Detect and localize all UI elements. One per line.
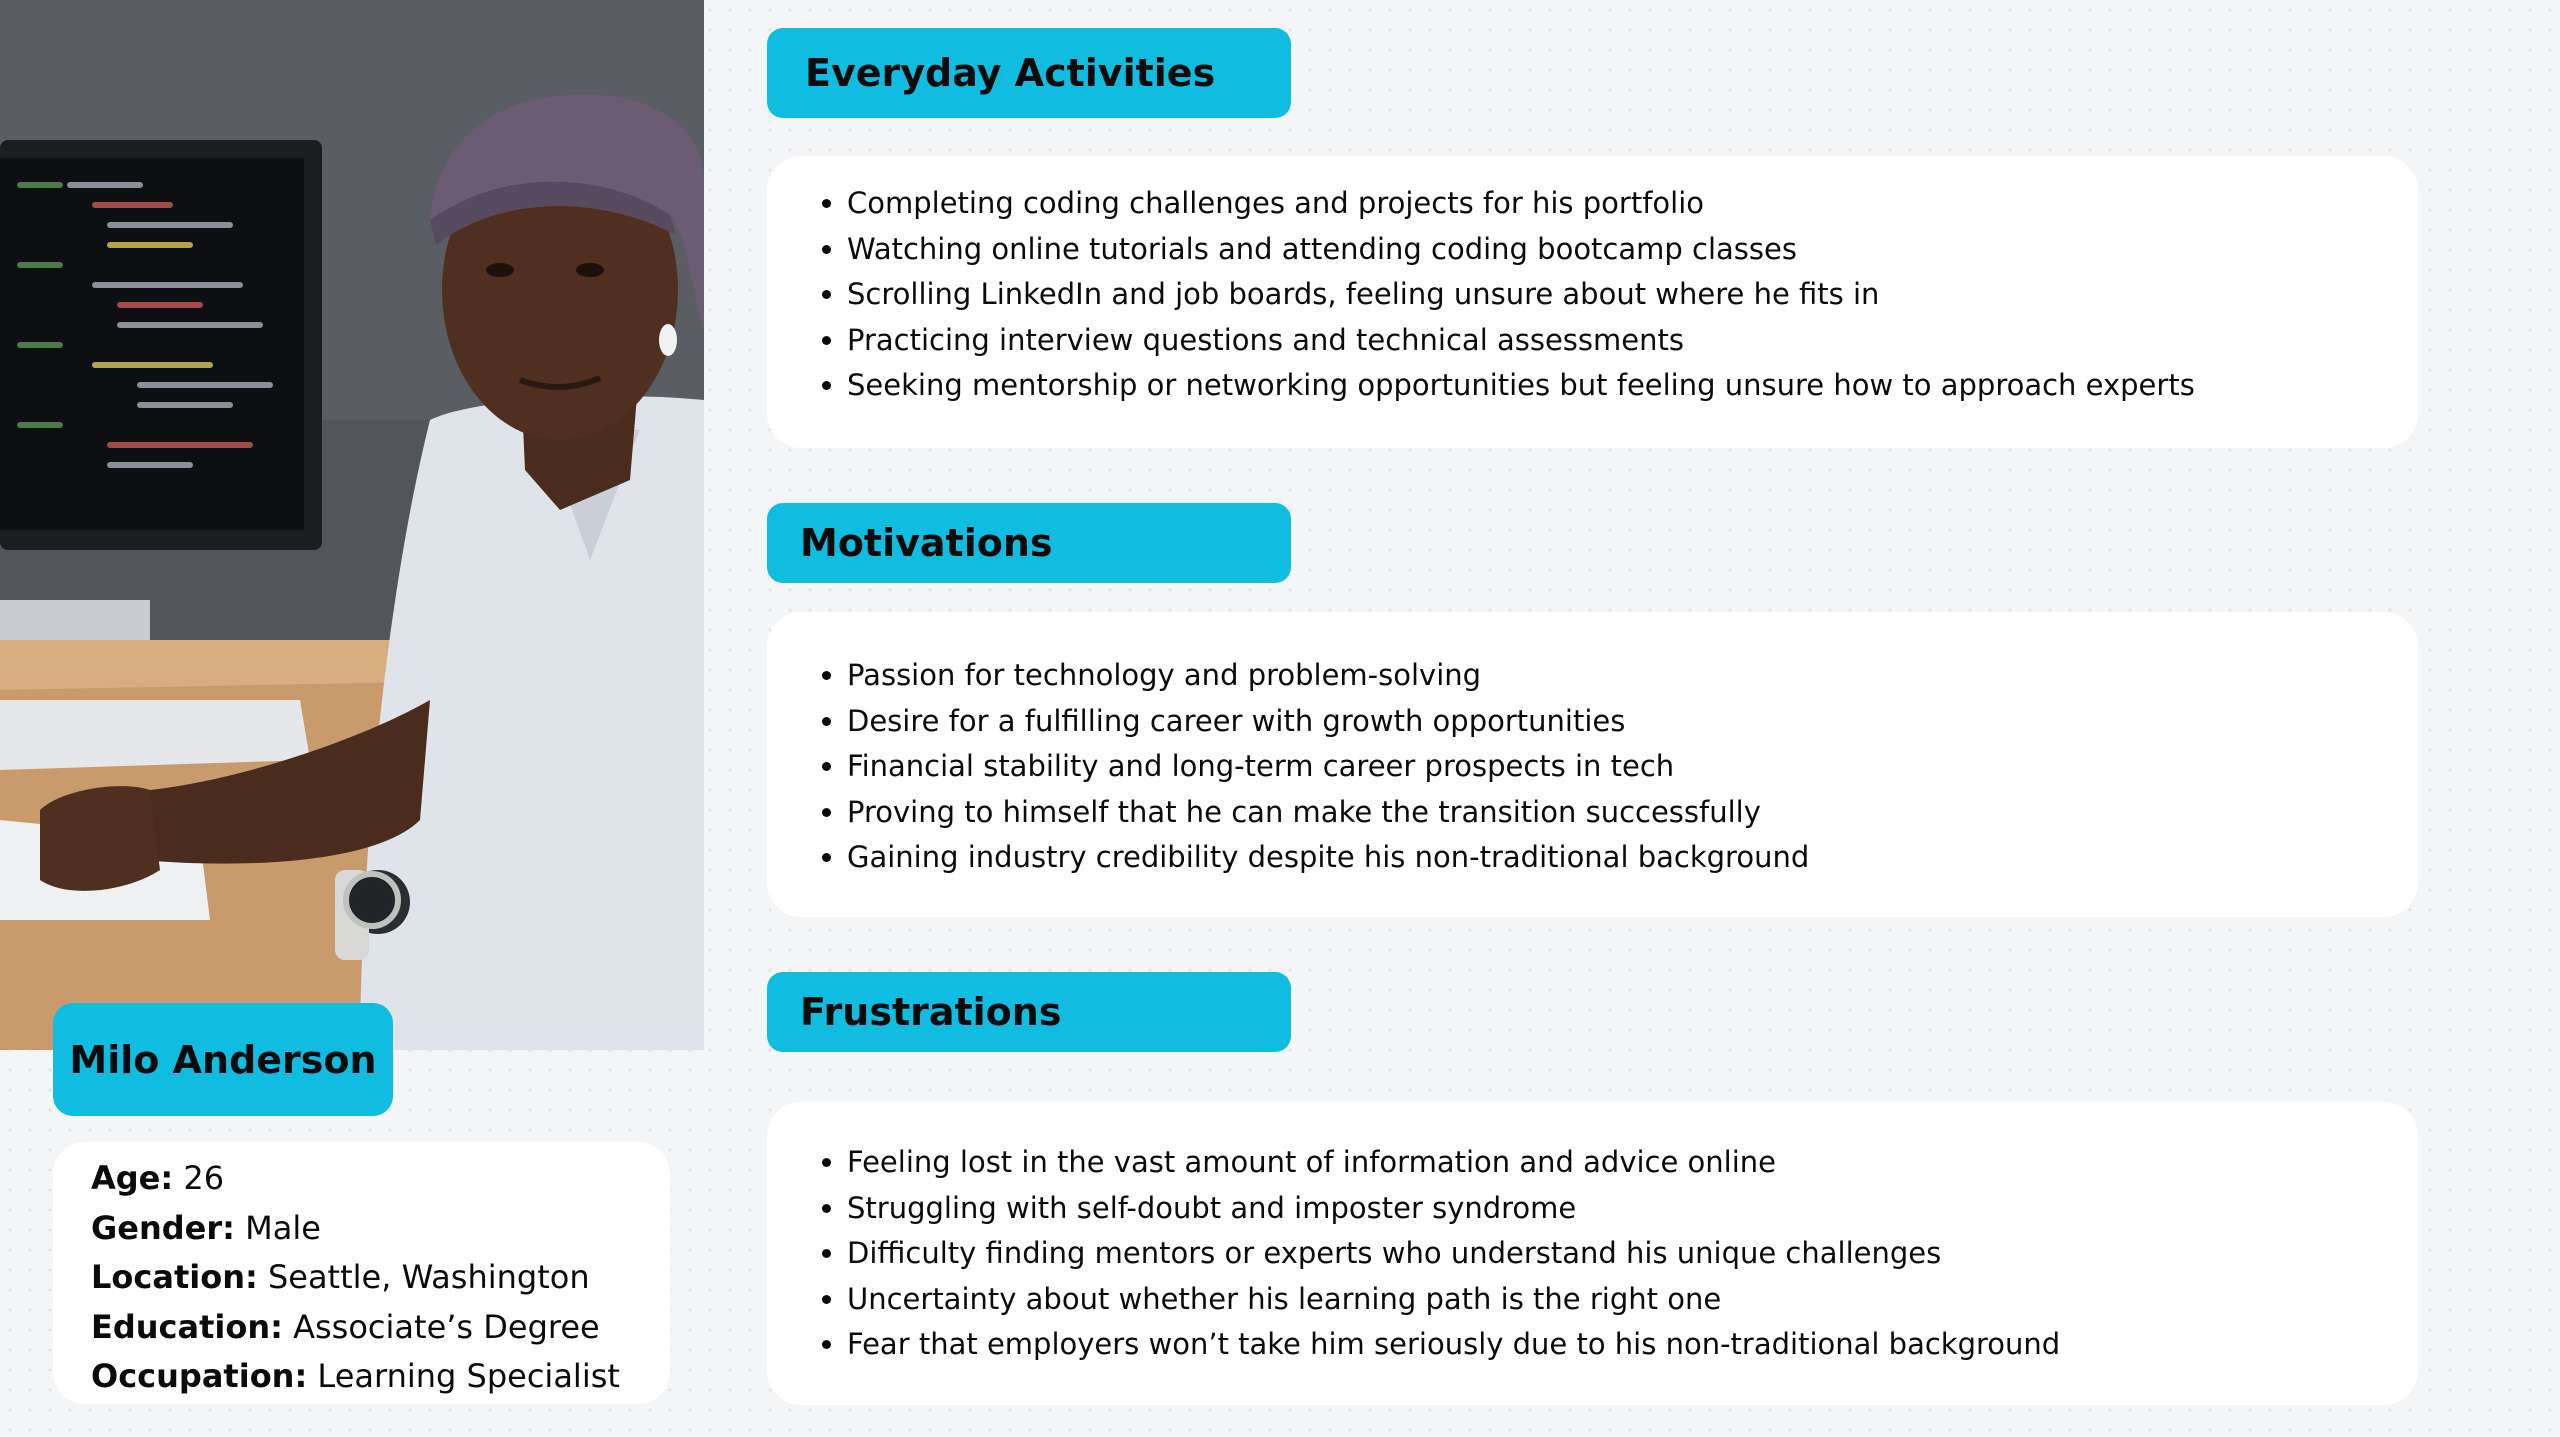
fact-label: Age: [91, 1159, 174, 1197]
list-item: • Proving to himself that he can make the transition successfully [847, 790, 2418, 836]
persona-name-badge [53, 1003, 393, 1116]
list-item: • Fear that employers won’t take him seriously due to his non-traditional background [847, 1322, 2418, 1368]
fact-value: 26 [183, 1159, 225, 1197]
list-item: • Struggling with self-doubt and imposter syndrome [847, 1186, 2418, 1232]
fact-location [91, 1253, 670, 1303]
fact-gender [91, 1204, 670, 1254]
section-title-text: Everyday Activities [805, 51, 1216, 95]
list-item: • Scrolling LinkedIn and job boards, feeling unsure about where he fits in [847, 272, 2418, 318]
fact-value: Male [245, 1208, 321, 1247]
list-item: • Practicing interview questions and technical assessments [847, 318, 2418, 364]
motivations-card [767, 612, 2418, 917]
list-item: • Feeling lost in the vast amount of information and advice online [847, 1140, 2418, 1186]
fact-label: Occupation: [91, 1357, 308, 1395]
fact-value: Seattle, Washington [267, 1258, 590, 1296]
everyday-activities-header [767, 28, 1291, 118]
frustrations-list [767, 1140, 2418, 1368]
persona-facts-card [53, 1142, 670, 1404]
list-item: • Watching online tutorials and attending coding bootcamp classes [847, 227, 2418, 273]
list-item: • Uncertainty about whether his learning path is the right one [847, 1277, 2418, 1323]
fact-age [91, 1154, 670, 1204]
everyday-activities-card [767, 156, 2418, 448]
motivations-list [767, 653, 2418, 881]
motivations-header [767, 503, 1291, 583]
frustrations-card [767, 1102, 2418, 1405]
list-item: • Passion for technology and problem-solving [847, 653, 2418, 699]
list-item: • Completing coding challenges and projects for his portfolio [847, 181, 2418, 227]
list-item: • Financial stability and long-term career prospects in tech [847, 744, 2418, 790]
fact-label: Location: [91, 1258, 258, 1296]
fact-value: Learning Specialist [317, 1357, 620, 1395]
fact-value: Associate’s Degree [293, 1307, 600, 1346]
list-item: • Desire for a fulfilling career with growth opportunities [847, 699, 2418, 745]
section-title-text: Frustrations [800, 990, 1062, 1034]
persona-illustration [0, 0, 704, 1050]
persona-photo [0, 0, 704, 1050]
list-item: • Seeking mentorship or networking opportunities but feeling unsure how to approach experts [847, 363, 2418, 409]
fact-occupation [91, 1352, 670, 1402]
everyday-activities-list [767, 181, 2418, 409]
frustrations-header [767, 972, 1291, 1052]
fact-label: Education: [91, 1307, 283, 1346]
fact-education [91, 1303, 670, 1353]
section-title-text: Motivations [800, 521, 1053, 565]
fact-label: Gender: [91, 1208, 235, 1247]
persona-name: Milo Anderson [69, 1037, 377, 1082]
list-item: • Difficulty finding mentors or experts who understand his unique challenges [847, 1231, 2418, 1277]
list-item: • Gaining industry credibility despite his non-traditional background [847, 835, 2418, 881]
